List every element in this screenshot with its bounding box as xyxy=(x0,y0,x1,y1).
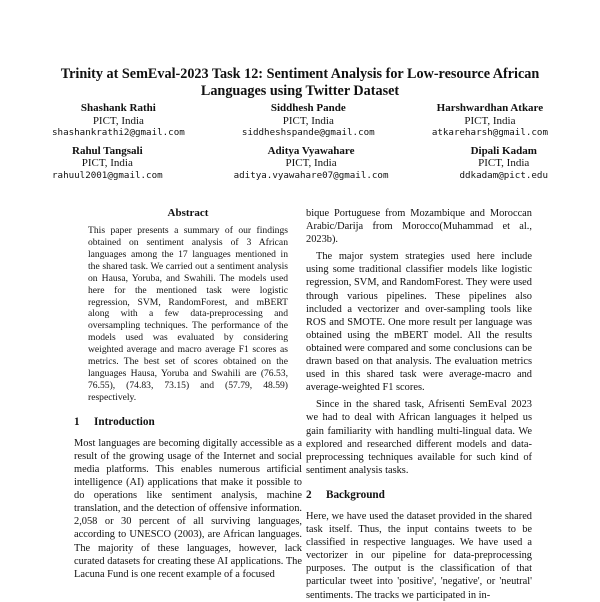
body-paragraph: bique Portuguese from Mozambique and Moroccan Arabic/Darija from Morocco(Muhammad et al., 2023b). xyxy=(306,208,532,246)
author-affiliation: PICT, India xyxy=(81,157,133,170)
background-text: Here, we have used the dataset provided in the shared task itself. Thus, the input contains tweets to be classified in respective languages. We have used a vectorizer in our pipeline for data-preprocessing purposes. The output is the classification of that particular tweet into 'positive', 'negative', or 'neutral' sentiments. The tracks we participated in in- xyxy=(306,510,532,601)
author-card xyxy=(234,145,389,183)
author-name: Shashank Rathi xyxy=(80,102,156,114)
author-affiliation: PICT, India xyxy=(92,114,144,127)
author-affiliation: PICT, India xyxy=(285,157,337,170)
section-title: Introduction xyxy=(94,415,155,428)
left-column xyxy=(74,207,302,581)
body-paragraph: Since in the shared task, Afrisenti SemEval 2023 we had to deal with African languages it helped us gain familiarity with handling multi-lingual data. We explored and researched different models and data-preprocessing techniques available for such kind of sentiment analysis tasks. xyxy=(306,399,532,476)
author-card xyxy=(52,102,185,140)
author-card xyxy=(432,102,548,140)
body-paragraph: The major system strategies used here include using some traditional classifier models like logistic regression, SVM, and RandomForest. They were used through various pipelines. These pipelines also included a vectorizer and over-sampling tools like ROS and SMOTE. One more result per language was obtained using the mBERT model. All the results obtained were compared and some conclusions can be drawn based on that analysis. The evaluation metrics used in this shared task were average-macro and average-weighted F1 scores. xyxy=(306,251,532,394)
author-email: siddheshspande@gmail.com xyxy=(241,127,375,139)
author-row-2 xyxy=(52,145,548,183)
introduction-text: Most languages are becoming digitally accessible as a result of the growing usage of the Internet and social media platforms. This enables numerous artificial intelligence (AI) applications that make it possible to do operations like sentiment analysis, machine translation, and the detection of offensive information. 2,058 or 30 percent of all surviving languages, according to UNESCO (2003), are African languages. The majority of these languages, however, lack curated datasets for creating these AI applications. The Lacuna Fund is one recent example of a focused xyxy=(74,437,302,580)
paper-title: Trinity at SemEval-2023 Task 12: Sentiment Analysis for Low-resource African Languages using Twitter Dataset xyxy=(60,66,540,99)
abstract-text: This paper presents a summary of our findings obtained on sentiment analysis of 3 African languages among the 17 languages mentioned in the shared task. We carried out a sentiment analysis on Hausa, Yoruba, and Swahili. The models used here for the mentioned task were logistic regression, SVM, RandomForest, and mBERT along with a few data-preprocessing and oversampling techniques. The performance of the models used was evaluated by considering weighted average and macro average F1 scores as metrics. The best set of scores obtained on the languages Hausa, Yoruba and Swahili are (76.53, 76.55), (74.83, 73.15) and (57.79, 48.59) respectively. xyxy=(88,225,288,403)
author-email: aditya.vyawahare07@gmail.com xyxy=(233,169,389,181)
section-number: 2 xyxy=(306,488,312,501)
section-heading-background xyxy=(306,489,532,502)
abstract-heading: Abstract xyxy=(167,207,209,219)
section-title: Background xyxy=(326,488,385,501)
author-name: Siddhesh Pande xyxy=(270,102,346,114)
author-card xyxy=(459,145,548,183)
right-column xyxy=(306,207,532,602)
author-email: rahuul2001@gmail.com xyxy=(52,169,163,181)
author-name: Rahul Tangsali xyxy=(72,144,143,157)
author-email: shashankrathi2@gmail.com xyxy=(52,127,185,139)
author-affiliation: PICT, India xyxy=(464,114,516,127)
author-email: ddkadam@pict.edu xyxy=(459,169,548,181)
author-card xyxy=(242,102,375,140)
author-email: atkareharsh@gmail.com xyxy=(431,127,548,139)
author-block xyxy=(52,102,548,188)
author-name: Dipali Kadam xyxy=(470,144,537,157)
author-card xyxy=(52,145,163,183)
author-affiliation: PICT, India xyxy=(282,114,334,127)
author-row-1 xyxy=(52,102,548,140)
section-number: 1 xyxy=(74,415,80,428)
author-affiliation: PICT, India xyxy=(478,157,530,170)
author-name: Aditya Vyawahare xyxy=(267,144,355,157)
section-heading-introduction xyxy=(74,416,302,429)
author-name: Harshwardhan Atkare xyxy=(436,102,544,114)
